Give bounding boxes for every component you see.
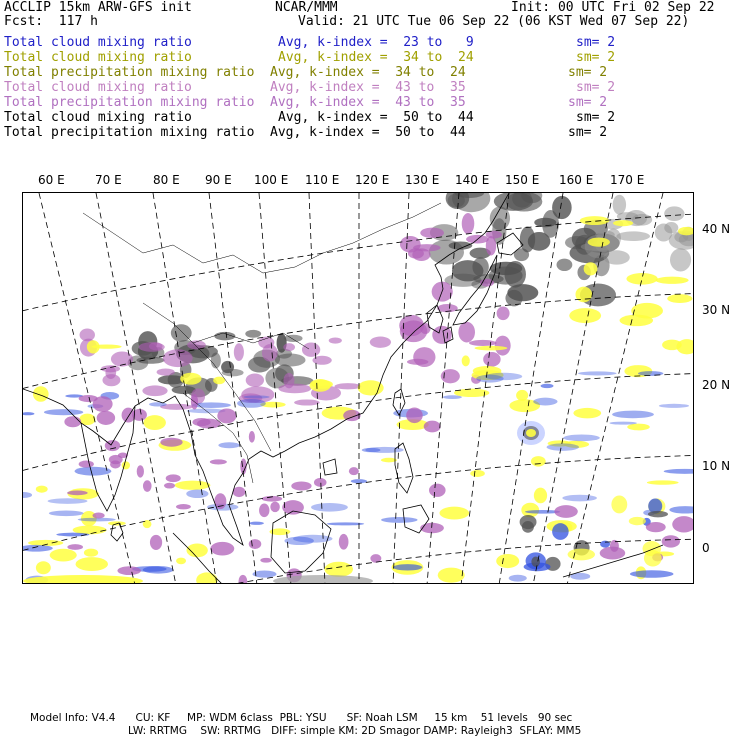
cloud-blob bbox=[246, 373, 264, 387]
longitude-label: 70 E bbox=[95, 173, 122, 187]
cloud-blob bbox=[270, 502, 279, 513]
legend-field: Total cloud mixing ratio bbox=[4, 35, 192, 50]
cloud-blob bbox=[339, 534, 349, 550]
cloud-blob bbox=[470, 470, 485, 477]
cloud-blob bbox=[33, 386, 49, 402]
cloud-blob bbox=[324, 562, 353, 577]
longitude-label: 150 E bbox=[505, 173, 540, 187]
cloud-blob bbox=[526, 429, 536, 437]
cloud-blob bbox=[67, 544, 83, 550]
model-info-line2: LW: RRTMG SW: RRTMG DIFF: simple KM: 2D Smagor DAMP: Rayleigh3 SFLAY: MM5 bbox=[128, 725, 582, 737]
cloud-blob bbox=[507, 284, 538, 301]
cloud-blob bbox=[23, 412, 34, 415]
legend-avg: Avg, k-index = 50 to 44 bbox=[278, 110, 474, 125]
longitude-label: 130 E bbox=[405, 173, 440, 187]
cloud-blob bbox=[509, 575, 527, 582]
cloud-blob bbox=[420, 228, 444, 238]
coastline-hainan bbox=[323, 459, 337, 475]
cloud-blob bbox=[186, 490, 208, 498]
cloud-blob bbox=[629, 517, 646, 525]
cloud-blob bbox=[84, 549, 98, 557]
cloud-blob bbox=[234, 343, 244, 361]
cloud-blob bbox=[102, 374, 120, 386]
latitude-label: 10 N bbox=[702, 459, 731, 473]
map-panel bbox=[22, 192, 694, 584]
cloud-blob bbox=[278, 384, 311, 394]
cloud-blob bbox=[516, 390, 528, 401]
cloud-blob bbox=[611, 495, 627, 513]
cloud-blob bbox=[160, 438, 182, 447]
cloud-blob bbox=[144, 415, 166, 430]
cloud-blob bbox=[137, 465, 144, 477]
legend-avg: Avg, k-index = 34 to 24 bbox=[270, 65, 466, 80]
cloud-blob bbox=[520, 515, 537, 529]
cloud-blob bbox=[334, 383, 361, 389]
cloud-fields bbox=[23, 193, 694, 584]
cloud-blob bbox=[36, 561, 51, 574]
cloud-blob bbox=[76, 557, 108, 571]
cloud-blob bbox=[249, 522, 264, 525]
cloud-blob bbox=[259, 503, 269, 517]
cloud-blob bbox=[283, 373, 294, 388]
cloud-blob bbox=[166, 474, 181, 482]
forecast-hour: Fcst: 117 h bbox=[4, 14, 98, 29]
cloud-blob bbox=[664, 222, 678, 233]
cloud-blob bbox=[578, 371, 617, 375]
cloud-blob bbox=[249, 431, 255, 443]
init-time: Init: 00 UTC Fri 02 Sep 22 bbox=[511, 0, 715, 15]
latitude-label: 30 N bbox=[702, 303, 731, 317]
legend-avg: Avg, k-index = 50 to 44 bbox=[270, 125, 466, 140]
cloud-blob bbox=[327, 522, 364, 525]
cloud-blob bbox=[429, 484, 446, 497]
cloud-blob bbox=[547, 443, 579, 450]
cloud-blob bbox=[284, 335, 302, 342]
cloud-blob bbox=[475, 346, 508, 351]
cloud-blob bbox=[439, 507, 469, 520]
legend-sm: sm= 2 bbox=[576, 35, 616, 50]
legend-field: Total precipitation mixing ratio bbox=[4, 65, 255, 80]
valid-time: Valid: 21 UTC Tue 06 Sep 22 (06 KST Wed 07 Sep 22) bbox=[298, 14, 690, 29]
cloud-blob bbox=[164, 483, 175, 489]
cloud-blob bbox=[497, 306, 510, 320]
cloud-blob bbox=[569, 308, 601, 323]
cloud-blob bbox=[630, 570, 674, 577]
cloud-blob bbox=[210, 542, 234, 556]
longitude-label: 110 E bbox=[305, 173, 340, 187]
cloud-blob bbox=[563, 435, 600, 442]
cloud-blob bbox=[358, 380, 384, 395]
cloud-blob bbox=[412, 248, 430, 261]
legend-field: Total precipitation mixing ratio bbox=[4, 125, 255, 140]
cloud-blob bbox=[213, 377, 225, 385]
cloud-blob bbox=[452, 260, 484, 281]
cloud-blob bbox=[80, 328, 95, 341]
cloud-blob bbox=[210, 459, 227, 464]
coastline-srilanka bbox=[111, 523, 123, 541]
cloud-blob bbox=[600, 547, 625, 560]
cloud-blob bbox=[672, 516, 694, 532]
cloud-blob bbox=[469, 340, 497, 346]
longitude-label: 80 E bbox=[153, 173, 180, 187]
cloud-blob bbox=[50, 549, 77, 562]
center-title: NCAR/MMM bbox=[275, 0, 338, 15]
legend-sm: sm= 2 bbox=[568, 95, 608, 110]
cloud-blob bbox=[458, 322, 475, 343]
cloud-blob bbox=[233, 487, 246, 497]
cloud-blob bbox=[616, 231, 650, 241]
longitude-label: 170 E bbox=[610, 173, 645, 187]
cloud-blob bbox=[626, 273, 657, 285]
latitude-label: 0 bbox=[702, 541, 710, 555]
longitude-label: 60 E bbox=[38, 173, 65, 187]
cloud-blob bbox=[406, 408, 423, 424]
longitude-label: 120 E bbox=[355, 173, 390, 187]
longitude-label: 160 E bbox=[559, 173, 594, 187]
cloud-blob bbox=[495, 336, 511, 356]
cloud-blob bbox=[111, 351, 133, 366]
cloud-blob bbox=[87, 340, 100, 353]
cloud-blob bbox=[520, 226, 535, 252]
cloud-blob bbox=[659, 404, 689, 408]
cloud-blob bbox=[531, 456, 546, 467]
cloud-blob bbox=[620, 315, 654, 327]
legend-sm: sm= 2 bbox=[568, 125, 608, 140]
cloud-blob bbox=[606, 228, 621, 247]
longitude-label: 90 E bbox=[205, 173, 232, 187]
cloud-blob bbox=[669, 506, 694, 513]
cloud-blob bbox=[424, 421, 441, 433]
legend-field: Total cloud mixing ratio bbox=[4, 50, 192, 65]
cloud-blob bbox=[541, 384, 554, 388]
cloud-blob bbox=[291, 481, 311, 490]
cloud-blob bbox=[381, 517, 417, 523]
cloud-blob bbox=[249, 539, 262, 549]
cloud-blob bbox=[588, 238, 610, 247]
cloud-blob bbox=[283, 343, 295, 351]
cloud-blob bbox=[644, 550, 662, 566]
legend-avg: Avg, k-index = 23 to 9 bbox=[278, 35, 474, 50]
cloud-blob bbox=[496, 554, 519, 568]
cloud-blob bbox=[218, 442, 240, 448]
cloud-blob bbox=[462, 213, 475, 234]
cloud-blob bbox=[171, 324, 192, 342]
cloud-blob bbox=[117, 566, 140, 575]
cloud-blob bbox=[448, 193, 465, 207]
legend-sm: sm= 2 bbox=[576, 110, 616, 125]
cloud-blob bbox=[314, 478, 327, 487]
map-svg bbox=[23, 193, 694, 584]
cloud-blob bbox=[534, 218, 556, 228]
cloud-blob bbox=[49, 511, 84, 517]
cloud-blob bbox=[573, 408, 601, 418]
cloud-blob bbox=[93, 513, 105, 519]
cloud-blob bbox=[554, 505, 577, 518]
cloud-blob bbox=[253, 570, 277, 577]
legend-field: Total precipitation mixing ratio bbox=[4, 95, 255, 110]
cloud-blob bbox=[23, 492, 32, 498]
cloud-blob bbox=[122, 408, 136, 423]
cloud-blob bbox=[163, 349, 193, 367]
cloud-blob bbox=[521, 503, 539, 518]
cloud-blob bbox=[36, 486, 48, 493]
cloud-blob bbox=[93, 396, 113, 412]
cloud-blob bbox=[192, 418, 210, 426]
cloud-blob bbox=[44, 409, 83, 415]
cloud-blob bbox=[237, 399, 266, 408]
legend-sm: sm= 2 bbox=[576, 50, 616, 65]
cloud-blob bbox=[667, 294, 692, 303]
cloud-blob bbox=[302, 342, 320, 356]
cloud-blob bbox=[122, 461, 130, 469]
cloud-blob bbox=[64, 416, 81, 427]
cloud-blob bbox=[609, 422, 636, 425]
cloud-blob bbox=[311, 503, 348, 512]
cloud-blob bbox=[260, 558, 272, 563]
model-title: ACCLIP 15km ARW-GFS init bbox=[4, 0, 192, 15]
cloud-blob bbox=[294, 399, 320, 405]
cloud-blob bbox=[381, 458, 397, 463]
legend-field: Total cloud mixing ratio bbox=[4, 80, 192, 95]
cloud-blob bbox=[393, 564, 422, 570]
cloud-blob bbox=[568, 549, 595, 561]
cloud-blob bbox=[627, 424, 650, 431]
cloud-blob bbox=[664, 469, 694, 474]
cloud-blob bbox=[483, 352, 500, 367]
cloud-blob bbox=[186, 543, 207, 557]
cloud-blob bbox=[217, 408, 236, 423]
cloud-blob bbox=[150, 535, 162, 550]
cloud-blob bbox=[362, 448, 381, 452]
cloud-blob bbox=[441, 369, 460, 383]
latitude-label: 20 N bbox=[702, 378, 731, 392]
cloud-blob bbox=[562, 495, 597, 502]
cloud-blob bbox=[656, 277, 689, 284]
cloud-blob bbox=[175, 481, 211, 490]
cloud-blob bbox=[196, 572, 217, 584]
cloud-blob bbox=[557, 259, 573, 271]
legend-sm: sm= 2 bbox=[568, 65, 608, 80]
cloud-blob bbox=[351, 479, 367, 483]
cloud-blob bbox=[443, 395, 462, 399]
cloud-blob bbox=[534, 488, 547, 504]
cloud-blob bbox=[149, 402, 167, 406]
cloud-blob bbox=[245, 330, 261, 338]
cloud-blob bbox=[476, 375, 503, 383]
cloud-blob bbox=[176, 504, 191, 509]
cloud-blob bbox=[632, 214, 652, 226]
legend-field: Total cloud mixing ratio bbox=[4, 110, 192, 125]
cloud-blob bbox=[533, 398, 557, 406]
cloud-blob bbox=[222, 369, 244, 376]
cloud-blob bbox=[664, 206, 684, 221]
cloud-blob bbox=[584, 262, 598, 275]
cloud-blob bbox=[329, 337, 342, 343]
cloud-blob bbox=[244, 395, 270, 398]
cloud-blob bbox=[97, 411, 115, 425]
cloud-blob bbox=[438, 568, 465, 583]
cloud-blob bbox=[142, 385, 167, 396]
legend-avg: Avg, k-index = 43 to 35 bbox=[270, 80, 466, 95]
longitude-label: 100 E bbox=[254, 173, 289, 187]
cloud-blob bbox=[176, 558, 186, 565]
model-info-line1: Model Info: V4.4 CU: KF MP: WDM 6class PBL: YSU SF: Noah LSM 15 km 51 levels 90 sec bbox=[30, 712, 573, 724]
legend-avg: Avg, k-index = 43 to 35 bbox=[270, 95, 466, 110]
legend-sm: sm= 2 bbox=[576, 80, 616, 95]
cloud-blob bbox=[648, 511, 668, 517]
cloud-blob bbox=[48, 498, 88, 504]
cloud-blob bbox=[149, 342, 163, 350]
cloud-blob bbox=[143, 480, 152, 492]
legend-avg: Avg, k-index = 34 to 24 bbox=[278, 50, 474, 65]
cloud-blob bbox=[349, 467, 359, 475]
cloud-blob bbox=[310, 379, 331, 392]
cloud-blob bbox=[110, 460, 121, 468]
cloud-blob bbox=[462, 355, 470, 366]
cloud-blob bbox=[407, 359, 428, 365]
cloud-blob bbox=[662, 535, 680, 547]
cloud-blob bbox=[180, 373, 201, 385]
latitude-label: 40 N bbox=[702, 222, 731, 236]
cloud-blob bbox=[580, 216, 610, 225]
cloud-blob bbox=[612, 411, 654, 419]
cloud-blob bbox=[370, 337, 391, 348]
cloud-blob bbox=[56, 533, 89, 537]
cloud-blob bbox=[646, 522, 666, 532]
latitude-line bbox=[23, 293, 694, 391]
cloud-blob bbox=[613, 220, 633, 226]
cloud-blob bbox=[79, 461, 94, 468]
cloud-blob bbox=[67, 491, 88, 496]
cloud-blob bbox=[552, 523, 569, 540]
cloud-blob bbox=[670, 248, 691, 271]
longitude-label: 140 E bbox=[455, 173, 490, 187]
cloud-blob bbox=[157, 368, 175, 375]
cloud-blob bbox=[613, 195, 626, 215]
cloud-blob bbox=[75, 467, 112, 476]
cloud-blob bbox=[552, 196, 572, 219]
cloud-blob bbox=[647, 480, 679, 484]
